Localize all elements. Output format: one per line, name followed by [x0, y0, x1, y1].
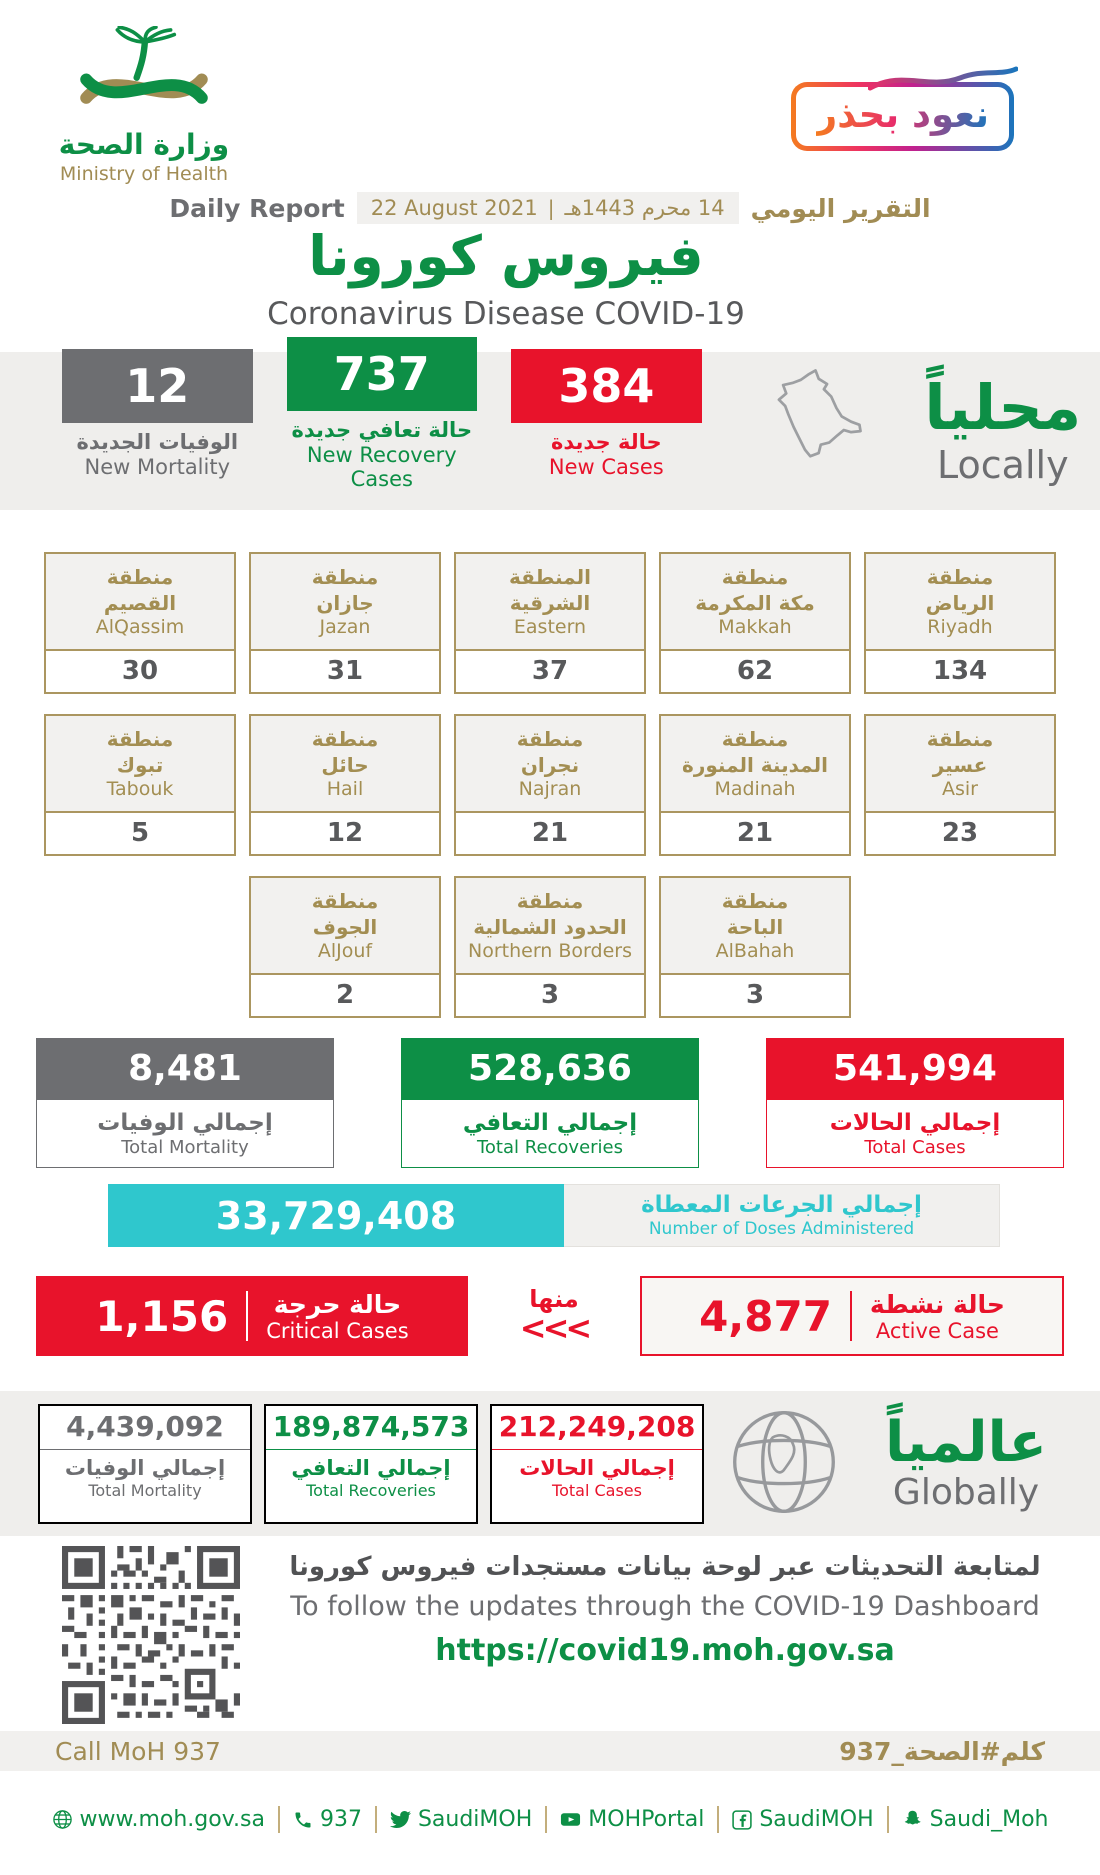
region-name-prefix-ar: منطقة: [721, 888, 789, 913]
phone-label: 937: [319, 1807, 362, 1832]
region-card-northern-borders: [454, 876, 646, 1018]
daily-report-label-ar: التقرير اليومي: [750, 193, 931, 223]
region-name-ar: القصيم: [103, 590, 177, 615]
region-name-en: Najran: [518, 777, 582, 800]
new-cases-label-en: New Cases: [548, 455, 664, 479]
region-value: 12: [326, 818, 364, 848]
region-name-prefix-ar: منطقة: [926, 564, 994, 589]
region-name-prefix-ar: منطقة: [311, 564, 379, 589]
region-value: 62: [736, 656, 774, 686]
region-card-eastern: [454, 552, 646, 694]
badge-text: نعود بحذر: [815, 93, 989, 136]
page-title-english: Coronavirus Disease COVID-19: [267, 296, 745, 332]
total-recoveries-value: 528,636: [401, 1038, 699, 1100]
region-name-prefix-ar: منطقة: [516, 726, 584, 751]
locally-heading-en: Locally: [937, 442, 1069, 487]
region-name-en: Tabouk: [106, 777, 174, 800]
doses-label-ar: إجمالي الجرعات المعطاة: [641, 1192, 922, 1218]
new-cases-label-ar: حالة جديدة: [551, 430, 662, 454]
global-mortality-label-en: Total Mortality: [88, 1480, 202, 1500]
globally-heading-en: Globally: [892, 1472, 1040, 1514]
of-which-label-ar: منها: [529, 1285, 579, 1313]
active-cases-value: 4,877: [699, 1291, 832, 1341]
globe-icon: [728, 1406, 840, 1522]
region-name-ar: مكة المكرمة: [695, 590, 815, 615]
twitter-label: SaudiMOH: [417, 1807, 533, 1832]
new-recoveries-value: 737: [287, 337, 478, 411]
totals-row: [0, 1038, 1100, 1168]
dashboard-text: [265, 1552, 1065, 1668]
locally-heading: [906, 371, 1100, 487]
globally-heading-ar: عالمياً: [885, 1409, 1047, 1475]
locally-heading-ar: محلياً: [924, 371, 1082, 445]
region-value: 3: [540, 980, 560, 1010]
globally-section: [0, 1391, 1100, 1536]
region-name-prefix-ar: منطقة: [721, 726, 789, 751]
total-mortality-value: 8,481: [36, 1038, 334, 1100]
separator: [545, 1806, 547, 1833]
region-name-ar: الجوف: [312, 914, 378, 939]
hijri-date: 14 محرم 1443هـ: [564, 196, 725, 220]
date-separator: |: [547, 196, 555, 220]
snapchat-label: Saudi_Moh: [929, 1807, 1049, 1832]
region-name-prefix-ar: منطقة: [311, 888, 379, 913]
region-card-alqassim: [44, 552, 236, 694]
region-name-en: AlBahah: [715, 939, 795, 962]
phone-icon: [293, 1810, 313, 1830]
divider: [246, 1291, 248, 1341]
moh-logo-icon: [66, 26, 222, 122]
active-cases-label-ar: حالة نشطة: [869, 1289, 1005, 1319]
region-name-ar: تبوك: [116, 752, 164, 777]
region-card-makkah: [659, 552, 851, 694]
total-mortality-label-en: Total Mortality: [121, 1136, 249, 1158]
region-card-madinah: [659, 714, 851, 856]
total-mortality-label-ar: إجمالي الوفيات: [97, 1109, 273, 1136]
region-card-aljouf: [249, 876, 441, 1018]
ministry-name-english: Ministry of Health: [59, 163, 229, 185]
region-name-en: Madinah: [714, 777, 796, 800]
facebook-icon: [732, 1810, 752, 1830]
region-value: 2: [335, 980, 355, 1010]
region-name-en: Hail: [326, 777, 364, 800]
youtube-link[interactable]: [560, 1807, 704, 1832]
region-value: 21: [531, 818, 569, 848]
total-cases-box: [766, 1038, 1064, 1168]
region-name-en: Riyadh: [927, 615, 993, 638]
active-cases-box: [640, 1276, 1064, 1356]
new-recoveries-label-en: New Recovery Cases: [306, 443, 457, 491]
region-name-ar: نجران: [520, 752, 580, 777]
globe-icon: [52, 1809, 73, 1830]
daily-report-label-en: Daily Report: [169, 193, 345, 223]
facebook-link[interactable]: [732, 1807, 873, 1832]
region-name-ar: المدينة المنورة: [682, 752, 828, 777]
region-card-asir: [864, 714, 1056, 856]
total-recoveries-box: [401, 1038, 699, 1168]
region-card-jazan: [249, 552, 441, 694]
new-mortality-stat: [62, 359, 253, 479]
twitter-link[interactable]: [390, 1807, 532, 1832]
region-name-ar: عسير: [932, 752, 988, 777]
moh-logo: [56, 26, 232, 185]
new-cases-stat: [511, 359, 702, 479]
global-mortality-box: [38, 1404, 252, 1524]
global-recoveries-box: [264, 1404, 478, 1524]
region-name-en: AlJouf: [317, 939, 373, 962]
date-badge: [357, 192, 739, 224]
region-name-prefix-ar: منطقة: [311, 726, 379, 751]
total-cases-value: 541,994: [766, 1038, 1064, 1100]
region-card-tabouk: [44, 714, 236, 856]
phone-link[interactable]: [293, 1807, 362, 1832]
doses-label-en: Number of Doses Administered: [648, 1219, 915, 1239]
global-cases-label-en: Total Cases: [552, 1480, 642, 1500]
global-cases-value: 212,249,208: [492, 1406, 702, 1450]
return-with-caution-badge: [791, 82, 1014, 151]
snapchat-link[interactable]: [902, 1807, 1049, 1832]
region-value: 23: [941, 818, 979, 848]
critical-cases-box: [36, 1276, 468, 1356]
page-title-arabic: فيروس كورونا: [308, 224, 704, 288]
region-name-en: AlQassim: [95, 615, 185, 638]
region-name-en: Eastern: [513, 615, 587, 638]
dashboard-url-link[interactable]: https://covid19.moh.gov.sa: [435, 1633, 895, 1668]
new-cases-value: 384: [511, 349, 702, 423]
doses-bar: [108, 1184, 1000, 1247]
global-recoveries-label-en: Total Recoveries: [306, 1480, 436, 1500]
separator: [375, 1806, 377, 1833]
doses-value: 33,729,408: [108, 1184, 564, 1247]
region-name-prefix-ar: منطقة: [106, 726, 174, 751]
facebook-label: SaudiMOH: [759, 1807, 874, 1832]
social-footer: [0, 1771, 1100, 1868]
gregorian-date: 22 August 2021: [370, 196, 538, 220]
new-mortality-label-ar: الوفيات الجديدة: [76, 430, 239, 454]
region-name-prefix-ar: منطقة: [516, 888, 584, 913]
website-label: www.moh.gov.sa: [79, 1807, 265, 1832]
region-value: 37: [531, 656, 569, 686]
new-recoveries-label-ar: حالة تعافي جديدة: [291, 418, 473, 442]
region-name-ar: الرياض: [925, 590, 995, 615]
region-card-najran: [454, 714, 646, 856]
total-recoveries-label-en: Total Recoveries: [476, 1136, 624, 1158]
separator: [887, 1806, 889, 1833]
header: [0, 0, 1100, 352]
region-name-ar: الحدود الشمالية: [473, 914, 627, 939]
global-mortality-value: 4,439,092: [40, 1406, 250, 1450]
global-recoveries-value: 189,874,573: [266, 1406, 476, 1450]
region-card-hail: [249, 714, 441, 856]
divider: [850, 1291, 852, 1341]
region-name-en: Northern Borders: [468, 939, 632, 962]
badge-swoosh-icon: [868, 66, 1018, 92]
global-recoveries-label-ar: إجمالي التعافي: [291, 1455, 451, 1480]
website-link[interactable]: [52, 1807, 265, 1832]
region-name-prefix-ar: منطقة: [926, 726, 994, 751]
region-value: 31: [326, 656, 364, 686]
total-cases-label-en: Total Cases: [864, 1136, 966, 1158]
saudi-map-outline: [758, 366, 894, 496]
dashboard-section: [0, 1536, 1100, 1731]
twitter-icon: [390, 1809, 411, 1830]
region-name-ar: حائل: [321, 752, 369, 777]
active-cases-label-en: Active Case: [875, 1318, 999, 1343]
critical-active-row: [0, 1276, 1100, 1356]
region-name-en: Jazan: [319, 615, 371, 638]
snapchat-icon: [902, 1809, 923, 1830]
dashboard-line-en: To follow the updates through the COVID-19 Dashboard: [290, 1591, 1040, 1622]
new-mortality-label-en: New Mortality: [84, 455, 231, 479]
youtube-icon: [560, 1809, 581, 1830]
region-value: 21: [736, 818, 774, 848]
total-recoveries-label-ar: إجمالي التعافي: [462, 1109, 638, 1136]
region-card-albahah: [659, 876, 851, 1018]
total-cases-label-ar: إجمالي الحالات: [829, 1109, 1001, 1136]
new-recoveries-stat: [287, 347, 478, 491]
hashtag-label: كلم#الصحة_937: [839, 1736, 1045, 1766]
region-name-ar: الباحة: [726, 914, 784, 939]
separator: [278, 1806, 280, 1833]
region-card-riyadh: [864, 552, 1056, 694]
qr-code: [62, 1546, 240, 1728]
of-which-indicator: [468, 1285, 640, 1347]
globally-heading: [858, 1409, 1074, 1514]
region-value: 3: [745, 980, 765, 1010]
critical-cases-label-en: Critical Cases: [266, 1318, 409, 1343]
total-mortality-box: [36, 1038, 334, 1168]
report-row: [0, 192, 1100, 224]
region-name-en: Asir: [942, 777, 978, 800]
region-value: 134: [932, 656, 988, 686]
youtube-label: MOHPortal: [588, 1807, 705, 1832]
global-cases-label-ar: إجمالي الحالات: [519, 1455, 675, 1480]
region-name-prefix-ar: المنطقة: [509, 564, 591, 589]
critical-cases-value: 1,156: [95, 1291, 229, 1341]
separator: [717, 1806, 719, 1833]
region-name-ar: جازان: [316, 590, 374, 615]
chevrons-left-icon: <<<: [519, 1309, 589, 1347]
region-name-ar: الشرقية: [509, 590, 591, 615]
ministry-name-arabic: وزارة الصحة: [58, 128, 230, 161]
regions-grid: [44, 552, 1056, 1018]
global-mortality-label-ar: إجمالي الوفيات: [64, 1455, 226, 1480]
dashboard-line-ar: لمتابعة التحديثات عبر لوحة بيانات مستجدات فيروس كورونا: [289, 1552, 1041, 1582]
call-moh-label: Call MoH 937: [55, 1736, 221, 1766]
region-name-prefix-ar: منطقة: [721, 564, 789, 589]
region-name-prefix-ar: منطقة: [106, 564, 174, 589]
region-value: 5: [130, 818, 150, 848]
global-cases-box: [490, 1404, 704, 1524]
new-mortality-value: 12: [62, 349, 253, 423]
region-name-en: Makkah: [718, 615, 792, 638]
locally-section: [0, 347, 1100, 510]
critical-cases-label-ar: حالة حرجة: [273, 1289, 402, 1319]
call-band: [0, 1731, 1100, 1771]
region-value: 30: [121, 656, 159, 686]
